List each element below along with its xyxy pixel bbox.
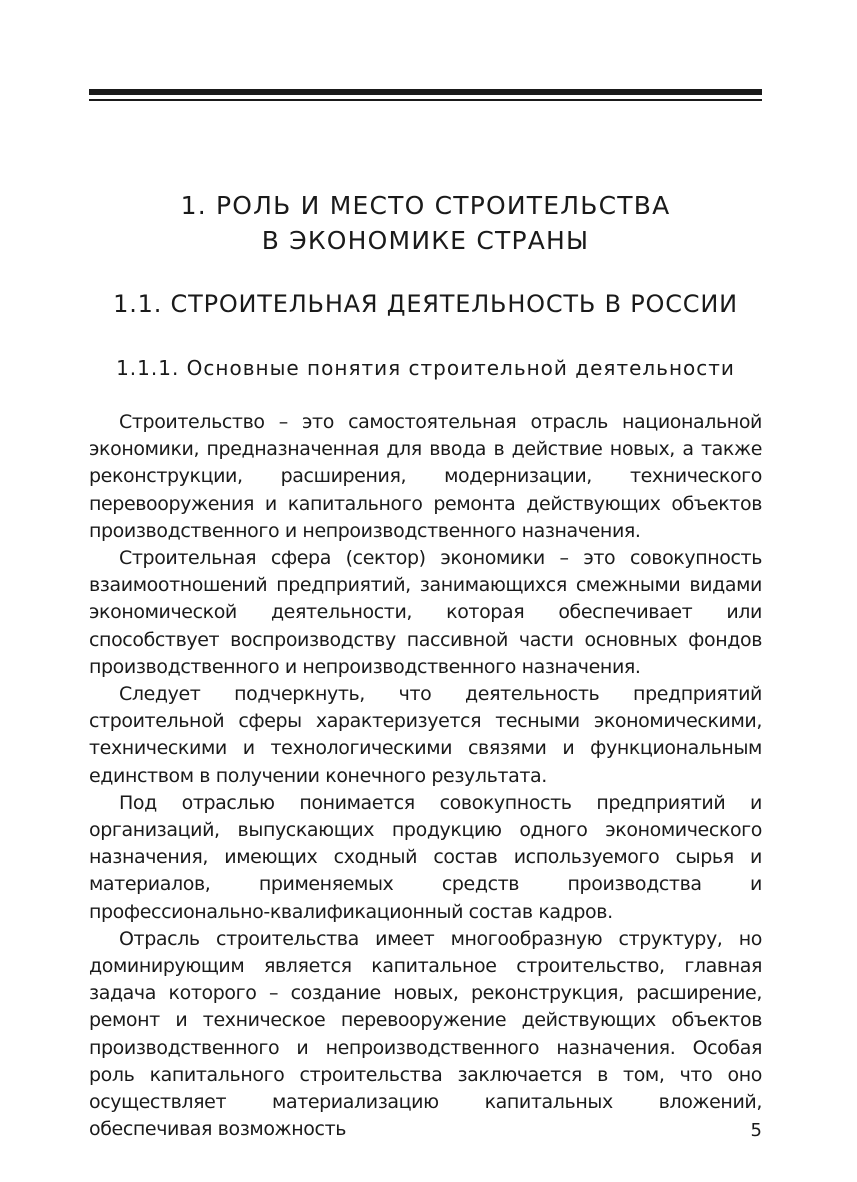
body-text — [89, 409, 762, 1143]
chapter-title-line-2: В ЭКОНОМИКЕ СТРАНЫ — [261, 226, 590, 255]
section-title: 1.1. СТРОИТЕЛЬНАЯ ДЕЯТЕЛЬНОСТЬ В РОССИИ — [113, 290, 738, 318]
paragraph: Строительство – это самостоятельная отрасль национальной экономики, предназначенная для ввода в действие новых, а также реконструкции, расширения, модернизации, технического перевооружения и капитального ремонта действующих объектов производственного и непроизводственного назначения. — [89, 411, 762, 542]
header-rule-thick — [89, 89, 762, 95]
paragraph: Под отраслью понимается совокупность предприятий и организаций, выпускающих продукцию одного экономического назначения, имеющих сходный состав используемого сырья и материалов, применяемых средств производства и профессионально-квалификационный состав кадров. — [89, 791, 762, 923]
page-number: 5 — [750, 1120, 762, 1141]
paragraph: Строительная сфера (сектор) экономики – это совокупность взаимоотношений предприятий, занимающихся смежными видами экономической деятельности, которая обеспечивает или способствует воспроизводству пассивной части основных фондов производственного и непроизводственного назначения. — [89, 547, 762, 678]
header-rule-thin — [89, 99, 762, 101]
chapter-title — [89, 188, 762, 258]
subsection-title: 1.1.1. Основные понятия строительной деятельности — [116, 356, 735, 380]
paragraph: Следует подчеркнуть, что деятельность предприятий строительной сферы характеризуется тесными экономическими, техническими и технологическими связями и функциональным единством в получении конечного результата. — [89, 683, 762, 787]
paragraph: Отрасль строительства имеет многообразную структуру, но доминирующим является капитальное строительство, главная задача которого – создание новых, реконструкция, расширение, ремонт и техническое перевооружение действующих объектов производственного и непроизводственного назначения. Особая роль капитального строительства заключается в том, что оно осуществляет материализацию капитальных вложений, обеспечивая возможность — [89, 927, 762, 1141]
chapter-title-line-1: 1. РОЛЬ И МЕСТО СТРОИТЕЛЬСТВА — [180, 191, 671, 220]
